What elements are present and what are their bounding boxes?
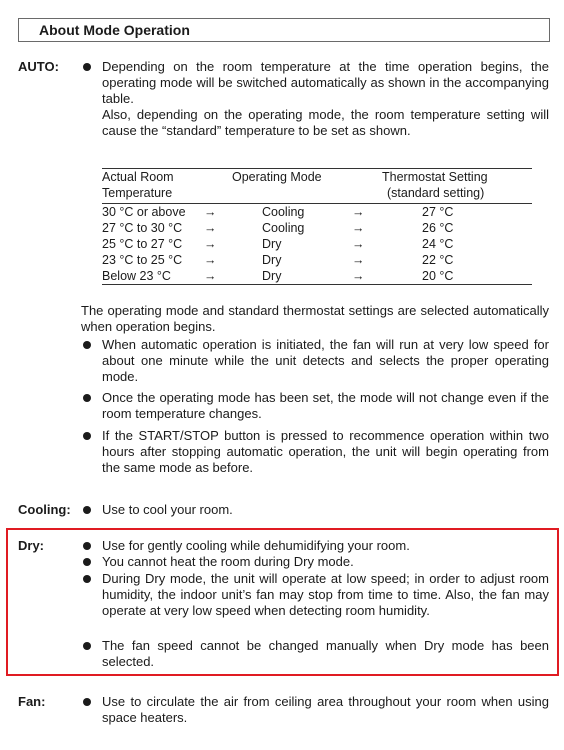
header-room-line1: Actual Room — [102, 170, 174, 184]
auto-bullet-1: When automatic operation is initiated, the fan will run at very low speed for about one minute while the unit detects and selects the proper operating mode. — [102, 337, 549, 384]
table-row — [102, 204, 532, 220]
header-setting-line1: Thermostat Setting — [382, 170, 488, 184]
dry-label: Dry: — [18, 538, 45, 553]
page-title: About Mode Operation — [18, 18, 550, 42]
cell-room: 25 °C to 27 °C — [102, 237, 183, 251]
bullet-icon — [83, 341, 91, 349]
dry-bullet-4: The fan speed cannot be changed manually when Dry mode has been selected. — [102, 638, 549, 669]
auto-bullet-2: Once the operating mode has been set, the mode will not change even if the room temperature changes. — [102, 390, 549, 421]
auto-after-paragraph: The operating mode and standard thermostat settings are selected automatically when operation begins. — [81, 303, 549, 334]
fan-bullet-1: Use to circulate the air from ceiling area throughout your room when using space heaters. — [102, 694, 549, 725]
cell-setting: 22 °C — [422, 253, 454, 267]
cooling-label: Cooling: — [18, 502, 71, 517]
arrow-icon: → — [352, 253, 365, 267]
auto-paragraph-1: Depending on the room temperature at the time operation begins, the operating mode will be switched automatically as shown in the accompanying table. — [102, 59, 549, 106]
table-row — [102, 236, 532, 252]
bullet-icon — [83, 63, 91, 71]
table-row — [102, 252, 532, 268]
arrow-icon: → — [204, 269, 217, 283]
bullet-icon — [83, 642, 91, 650]
header-setting-line2: (standard setting) — [387, 186, 485, 200]
cell-setting: 26 °C — [422, 221, 454, 235]
table-header — [102, 168, 532, 204]
cell-room: 30 °C or above — [102, 205, 186, 219]
cell-mode: Dry — [262, 237, 282, 251]
cell-room: 27 °C to 30 °C — [102, 221, 183, 235]
arrow-icon: → — [352, 205, 365, 219]
cell-mode: Cooling — [262, 221, 305, 235]
bullet-icon — [83, 432, 91, 440]
dry-bullet-1: Use for gently cooling while dehumidifying your room. — [102, 538, 410, 553]
cell-mode: Dry — [262, 269, 282, 283]
dry-bullet-2: You cannot heat the room during Dry mode. — [102, 554, 354, 569]
cell-setting: 20 °C — [422, 269, 454, 283]
bullet-icon — [83, 575, 91, 583]
auto-paragraph-2: Also, depending on the operating mode, the room temperature setting will cause the “standard” temperature to be set as shown. — [102, 107, 549, 138]
table-bottom-rule — [102, 284, 532, 285]
auto-label: AUTO: — [18, 59, 59, 74]
arrow-icon: → — [204, 221, 217, 235]
fan-label: Fan: — [18, 694, 46, 709]
arrow-icon: → — [352, 269, 365, 283]
table-row — [102, 220, 532, 236]
mode-table — [102, 168, 532, 285]
arrow-icon: → — [352, 221, 365, 235]
table-row — [102, 268, 532, 284]
bullet-icon — [83, 506, 91, 514]
cell-room: Below 23 °C — [102, 269, 171, 283]
cell-mode: Dry — [262, 253, 282, 267]
cell-setting: 24 °C — [422, 237, 454, 251]
bullet-icon — [83, 542, 91, 550]
bullet-icon — [83, 558, 91, 566]
cell-room: 23 °C to 25 °C — [102, 253, 183, 267]
bullet-icon — [83, 698, 91, 706]
bullet-icon — [83, 394, 91, 402]
dry-bullet-3: During Dry mode, the unit will operate at low speed; in order to adjust room humidity, the indoor unit’s fan may stop from time to time. Also, the fan may operate at very low speed when detecting room humidity. — [102, 571, 549, 618]
arrow-icon: → — [204, 253, 217, 267]
cooling-bullet-1: Use to cool your room. — [102, 502, 233, 517]
cell-mode: Cooling — [262, 205, 305, 219]
cell-setting: 27 °C — [422, 205, 454, 219]
auto-bullet-3: If the START/STOP button is pressed to recommence operation within two hours after stopping automatic operation, the unit will begin operating from the same mode as before. — [102, 428, 549, 475]
arrow-icon: → — [204, 237, 217, 251]
arrow-icon: → — [204, 205, 217, 219]
arrow-icon: → — [352, 237, 365, 251]
header-room-line2: Temperature — [102, 186, 173, 200]
header-mode: Operating Mode — [232, 170, 322, 184]
